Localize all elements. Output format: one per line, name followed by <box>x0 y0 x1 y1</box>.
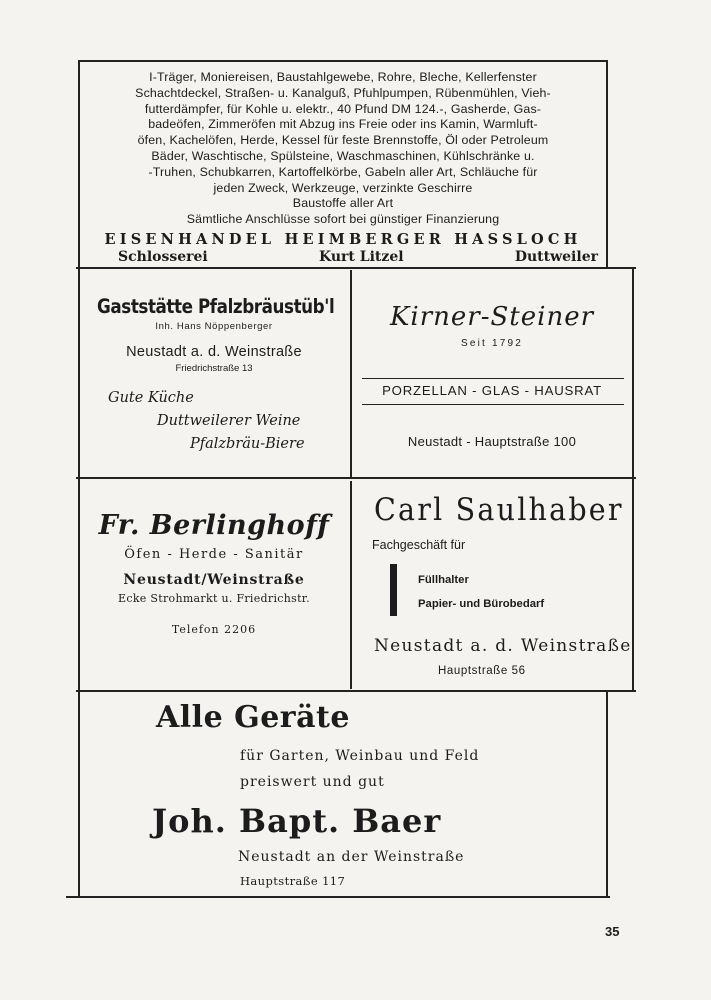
goods-rule-top <box>362 378 624 379</box>
product-line: I-Träger, Moniereisen, Baustahlgewebe, Rohre, Bleche, Kellerfenster <box>149 70 537 84</box>
goods-rule-bottom <box>362 404 624 405</box>
ad-kirner-steiner <box>352 272 632 472</box>
tagline-2: preiswert und gut <box>240 774 385 790</box>
company-name: Joh. Bapt. Baer <box>152 802 442 840</box>
accent-bar <box>390 564 397 616</box>
phone-line: Telefon 2206 <box>171 623 257 636</box>
tagline-1: für Garten, Weinbau und Feld <box>240 748 480 764</box>
ad-joh-bapt-baer <box>78 694 608 898</box>
headline: Alle Geräte <box>156 700 350 735</box>
city-line: Neustadt an der Weinstraße <box>238 849 465 865</box>
footer-right: Duttweiler <box>514 248 598 265</box>
product-list <box>78 62 608 228</box>
item-paper: Papier- und Bürobedarf <box>418 598 545 610</box>
product-line: öfen, Kachelöfen, Herde, Kessel für feste Brennstoffe, Öl oder Petroleum <box>137 133 549 148</box>
product-line: badeöfen, Zimmeröfen mit Abzug ins Freie oder ins Kamin, Warmluft- <box>148 117 538 132</box>
ad-logo: Carl Saulhaber <box>374 492 624 528</box>
footer-left: Schlosserei <box>118 248 208 265</box>
product-line: Baustoffe aller Art <box>292 196 394 211</box>
firm-footer-row <box>78 249 608 265</box>
ad-carl-saulhaber <box>352 480 632 690</box>
city-line: Neustadt a. d. Weinstraße <box>126 344 302 360</box>
product-line: Bäder, Waschtische, Spülsteine, Waschmaschinen, Kühlschränke u. <box>151 148 535 163</box>
shop-line: Fachgeschäft für <box>372 538 466 552</box>
goods-line: Öfen - Herde - Sanitär <box>124 547 304 562</box>
item-pens: Füllhalter <box>418 574 469 586</box>
slogan-wine: Duttweilerer Weine <box>157 413 301 429</box>
product-line: futterdämpfer, für Kohle u. elektr., 40 Pfund DM 124.-, Gasherde, Gas- <box>144 101 542 116</box>
rule-right-mid <box>632 268 634 478</box>
street-line: Hauptstraße 117 <box>240 874 346 888</box>
city-line: Neustadt a. d. Weinstraße <box>374 636 632 656</box>
ad-logo: Kirner-Steiner <box>389 302 595 332</box>
ad-berlinghoff <box>78 480 350 690</box>
since-line: Seit 1792 <box>460 338 524 349</box>
ad-logo: Fr. Berlinghoff <box>98 510 330 541</box>
slogan-beer: Pfalzbräu-Biere <box>190 436 305 452</box>
city-line: Neustadt/Weinstraße <box>123 572 305 588</box>
street-line: Friedrichstraße 13 <box>175 363 253 374</box>
owner-line: Inh. Hans Nöppenberger <box>155 321 273 332</box>
ad-gaststaette-pfalzbraeustuebl <box>78 272 350 472</box>
product-line: jeden Zweck, Werkzeuge, verzinkte Geschirre <box>213 180 473 195</box>
rule-under-low <box>76 690 636 692</box>
street-line: Hauptstraße 56 <box>438 665 526 677</box>
firm-name: EISENHANDEL HEIMBERGER HASSLOCH <box>104 230 582 248</box>
page-number: 35 <box>605 924 620 939</box>
address-line: Neustadt - Hauptstraße 100 <box>407 434 577 449</box>
product-line: -Truhen, Schubkarren, Kartoffelkörbe, Gabeln aller Art, Schläuche für <box>148 164 538 179</box>
ad-eisenhandel-heimberger <box>78 62 608 268</box>
footer-middle: Kurt Litzel <box>319 248 404 265</box>
corner-line: Ecke Strohmarkt u. Friedrichstr. <box>118 592 310 605</box>
product-line: Sämtliche Anschlüsse sofort bei günstiger Finanzierung <box>186 212 500 227</box>
rule-right-low <box>632 478 634 691</box>
rule-under-mid <box>76 477 636 479</box>
ad-title: Gaststätte Pfalzbräustüb'l <box>97 295 335 318</box>
product-line: Schachtdeckel, Straßen- u. Kanalguß, Pfuhlpumpen, Rübenmühlen, Vieh- <box>135 85 551 100</box>
slogan-kitchen: Gute Küche <box>108 390 194 406</box>
goods-line: PORZELLAN - GLAS - HAUSRAT <box>382 383 602 398</box>
